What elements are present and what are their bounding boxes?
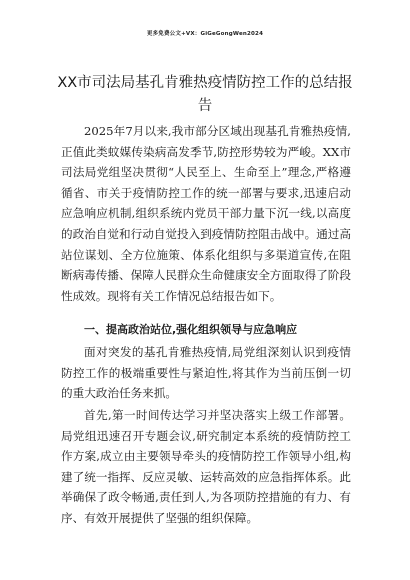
section-1-paragraph-1: 面对突发的基孔肯雅热疫情,局党组深刻认识到疫情防控工作的极端重要性与紧迫性,将其作为当前压倒一切的重大政治任务来抓。	[61, 345, 351, 401]
document-title: XX市司法局基孔肯雅热疫情防控工作的总结报告	[57, 75, 353, 114]
intro-paragraph: 2025年7月以来,我市部分区域出现基孔肯雅热疫情,正值此类蚊媒传染病高发季节,防控形势较为严峻。XX市司法局党组坚决贯彻“人民至上、生命至上”理念,严格遵循省、市关于疫情防控工作的统一部署与要求,迅速启动应急响应机制,组织系统内党员干部力量下沉一线,以高度的政治自觉和行动自觉投入到疫情防控阻击战中。通过高站位谋划、全方位施策、体系化组织与多渠道宣传,在阻断病毒传播、保障人民群众生命健康安全方面取得了阶段性成效。现将有关工作情况总结报告如下。	[61, 124, 351, 303]
section-1-paragraph-2: 首先,第一时间传达学习并坚决落实上级工作部署。局党组迅速召开专题会议,研究制定本系统的疫情防控工作方案,成立由主要领导牵头的疫情防控工作领导小组,构建了统一指挥、反应灵敏、运转高效的应急指挥体系。此举确保了政令畅通,责任到人,为各项防控措施的有力、有序、有效开展提供了坚强的组织保障。	[61, 408, 351, 525]
header-watermark: 更多免费公文+VX：GiGeGongWen2024	[146, 31, 264, 37]
section-heading-1: 一、提高政治站位,强化组织领导与应急响应	[84, 323, 298, 336]
